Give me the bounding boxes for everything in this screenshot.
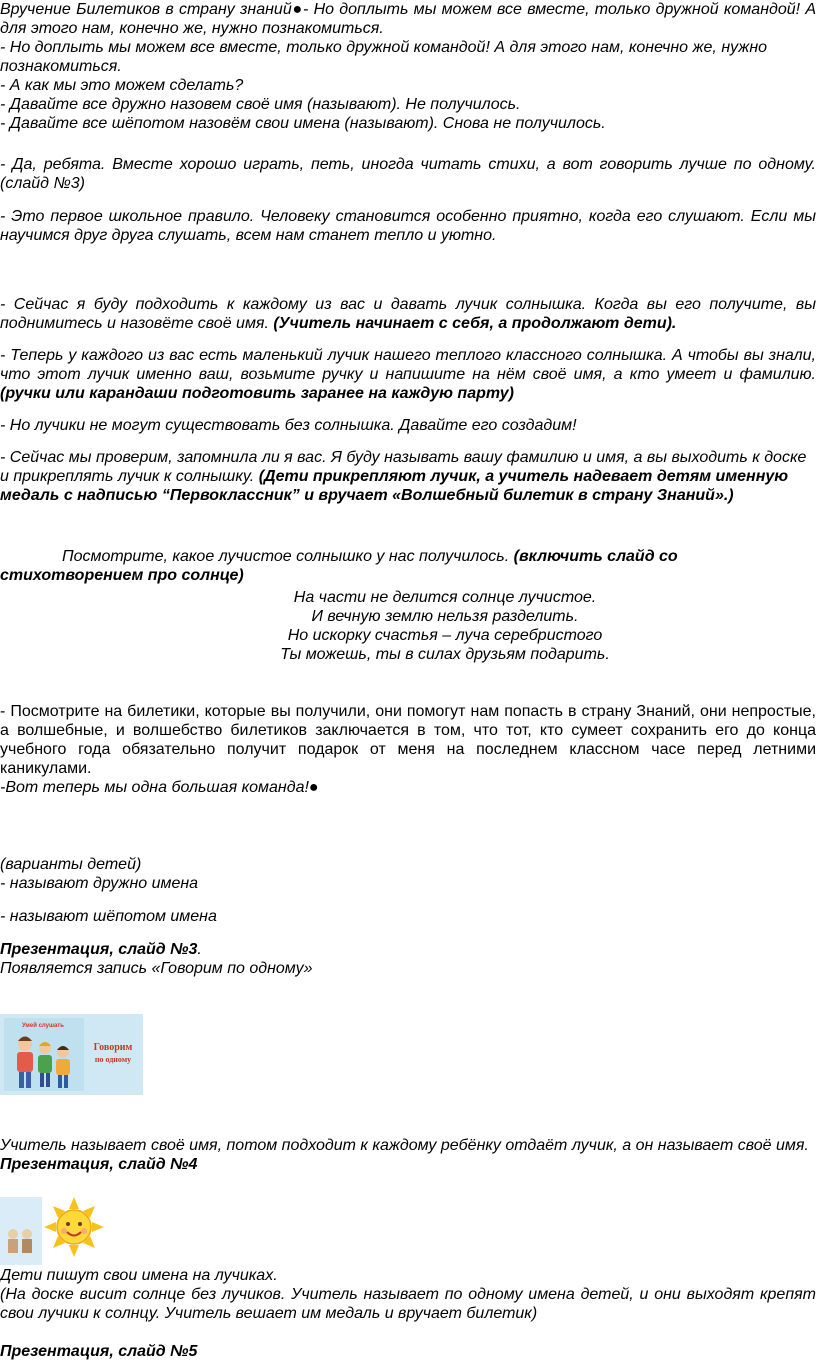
slide3-image-top-text: Умей слушать: [22, 1023, 64, 1029]
tickets-paragraph: - Посмотрите на билетики, которые вы получили, они помогут нам попасть в страну Знаний, они непростые, а волшебные, и волшебство билетиков заключается в том, что тот, кто сумеет сохранить его до конца учебного года обязательно получит подарок от меня на последнем классном часе перед летними каникулами.: [0, 703, 816, 777]
sun-illustration: [0, 1197, 115, 1265]
slide4-title: Презентация, слайд №4: [0, 1156, 198, 1173]
sun-paragraph-4: [0, 448, 816, 505]
intro-line-whisper: - Давайте все шёпотом назовём свои имена (называют). Снова не получилось.: [0, 115, 606, 132]
notes-section: [0, 855, 816, 978]
bullet-icon: ●: [308, 779, 319, 796]
sun-p1-note: (Учитель начинает с себя, а продолжают дети).: [273, 315, 677, 332]
sun-p5-text: Посмотрите, какое лучистое солнышко у нас получилось.: [62, 548, 514, 565]
poem-line: И вечную землю нельзя разделить.: [311, 608, 579, 625]
sun-p4-text: - Сейчас мы проверим, запомнила ли я вас. Я буду называть вашу фамилию и имя, а вы выходить к доске и прикреплять лучик к солнышку.: [0, 449, 807, 485]
intro-line-team: - Но доплыть мы можем все вместе, только дружной командой! А для этого нам, конечно же, нужно познакомиться.: [0, 39, 768, 75]
sun-p1-text: - Сейчас я буду подходить к каждому из вас и давать лучик солнышка. Когда вы его получите, вы поднимитесь и назовёте своё имя.: [0, 296, 816, 332]
sun-paragraph-5: [0, 547, 816, 585]
poem-line: Но искорку счастья – луча серебристого: [287, 627, 603, 644]
poem-line: Ты можешь, ты в силах друзьям подарить.: [280, 646, 610, 663]
sun-look-section: [0, 547, 816, 585]
note-whisper: - называют шёпотом имена: [0, 908, 217, 925]
intro-heading-cont: - Но доплыть мы можем все вместе, только дружной командой! А для этого нам, конечно же, нужно познакомиться.: [0, 1, 816, 37]
slide3-illustration: [0, 1014, 143, 1095]
sun-section: [0, 295, 816, 505]
sun-p5-note: (включить слайд со стихотворением про солнце): [0, 548, 678, 584]
sun-paragraph-2: [0, 346, 816, 403]
slide3-image-text-2: по одному: [94, 1055, 132, 1064]
write-section: [0, 1266, 816, 1361]
intro-section: [0, 0, 816, 133]
slide3-title: Презентация, слайд №3: [0, 941, 198, 958]
intro-line-question: - А как мы это можем сделать?: [0, 77, 244, 94]
slide4-image: [0, 1197, 115, 1265]
intro-line-first-rule: - Это первое школьное правило. Человеку становится особенно приятно, когда его слушают. Если мы научимся друг друга слушать, всем нам станет тепло и уютно.: [0, 208, 816, 244]
sun-paragraph-3: - Но лучики не могут существовать без солнышка. Давайте его создадим!: [0, 417, 577, 434]
sun-p2-note: (ручки или карандаши подготовить заранее на каждую парту): [0, 385, 514, 402]
teacher-note: Учитель называет своё имя, потом подходит к каждому ребёнку отдаёт лучик, а он называет своё имя.: [0, 1137, 809, 1154]
slide3-dot: .: [197, 941, 202, 958]
bullet-icon: ●: [291, 1, 303, 18]
variants-note: (варианты детей): [0, 856, 142, 873]
sun-paragraph-1: [0, 295, 816, 333]
slide3-image-text-1: Говорим: [93, 1042, 133, 1053]
intro-heading-line: [0, 0, 816, 38]
slide3-title-line: [0, 940, 816, 959]
rule-section: [0, 155, 816, 245]
board-note: (На доске висит солнце без лучиков. Учитель называет по одному имена детей, и они выходят крепят свои лучики к солнцу. Учитель вешает им медаль и вручает билетик): [0, 1286, 816, 1322]
slide5-title: Презентация, слайд №5: [0, 1343, 198, 1360]
poem-line: На части не делится солнце лучистое.: [293, 589, 597, 606]
team-text: -Вот теперь мы одна большая команда!: [0, 779, 309, 796]
intro-line-together: - Давайте все дружно назовем своё имя (называют). Не получилось.: [0, 96, 521, 113]
sun-p4-note: (Дети прикрепляют лучик, а учитель надевает детям именную медаль с надписью “Первоклассник” и вручает «Волшебный билетик в страну Знаний».): [0, 468, 789, 504]
slide3-image: [0, 1014, 143, 1095]
teacher-section: [0, 1136, 816, 1174]
team-line: [0, 778, 816, 797]
slide3-caption: Появляется запись «Говорим по одному»: [0, 960, 313, 977]
write-note: Дети пишут свои имена на лучиках.: [0, 1267, 278, 1284]
poem: [0, 588, 816, 664]
sun-p2-text: - Теперь у каждого из вас есть маленький лучик нашего теплого классного солнышка. А чтобы вы знали, что этот лучик именно ваш, возьмите ручку и напишите на нём своё имя, а кто умеет и фамилию.: [0, 347, 816, 383]
intro-line-one-by-one: - Да, ребята. Вместе хорошо играть, петь, иногда читать стихи, а вот говорить лучше по одному. (слайд №3): [0, 156, 816, 192]
note-together: - называют дружно имена: [0, 875, 199, 892]
tickets-section: [0, 702, 816, 797]
intro-heading: Вручение Билетиков в страну знаний: [0, 1, 292, 18]
